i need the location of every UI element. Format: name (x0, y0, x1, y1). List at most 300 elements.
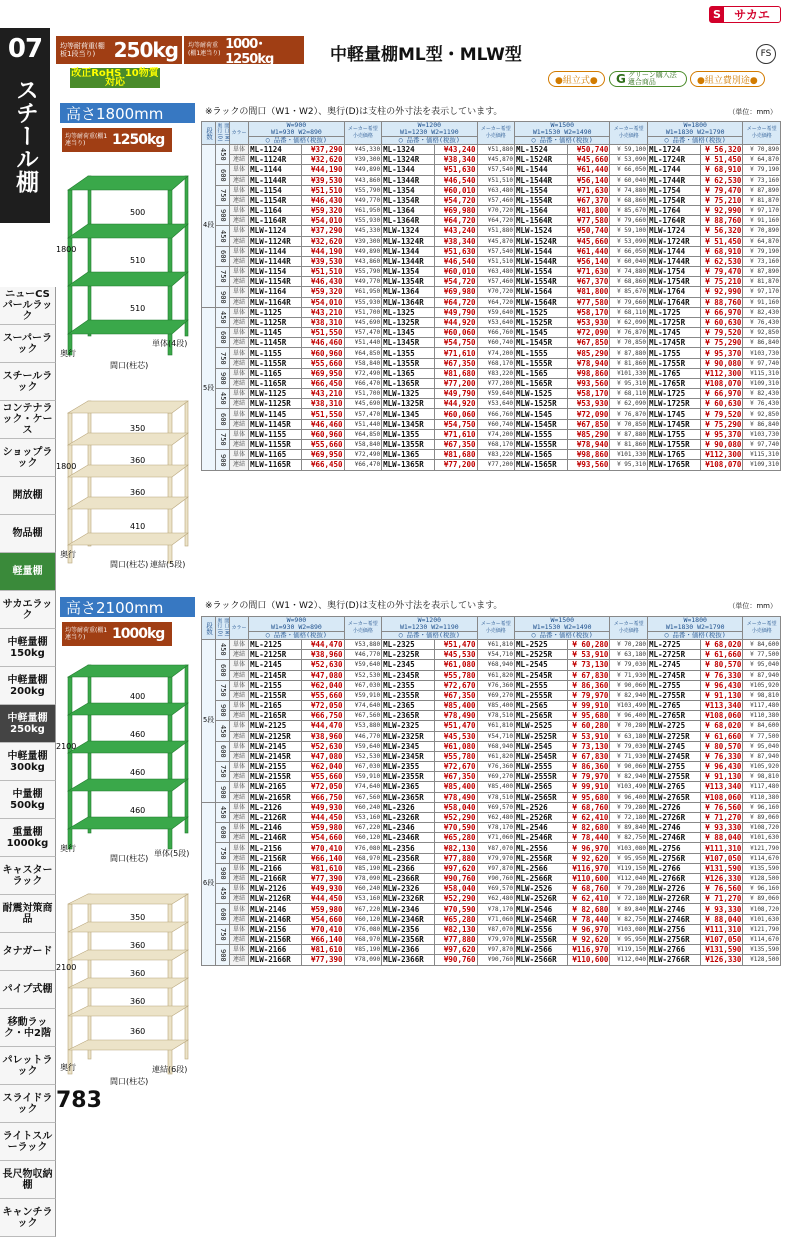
list-price: ¥64,850 (344, 348, 382, 358)
product-code: MLW-2156 (249, 924, 302, 934)
net-price: ¥116,970 (567, 945, 610, 955)
list-price: ¥74,200 (477, 429, 515, 439)
kind-cell: 単体 (229, 389, 248, 399)
sidebar-item[interactable]: 軽量棚 (0, 553, 56, 591)
list-price: ¥53,640 (477, 399, 515, 409)
depth-cell: 750 (215, 267, 229, 287)
kind-cell: 単体 (229, 185, 248, 195)
product-code: MLW-2326R (382, 894, 435, 904)
sidebar-item[interactable]: スライドラック (0, 1085, 56, 1123)
kind-cell: 連結 (229, 914, 248, 924)
price-table-1800 (201, 121, 781, 471)
kind-cell: 単体 (229, 368, 248, 378)
product-code: ML-2725R (647, 650, 700, 660)
list-price: ¥51,880 (477, 145, 515, 155)
sidebar-item[interactable]: 耐震対策商品 (0, 895, 56, 933)
section2-title: 高さ2100mm (60, 597, 195, 617)
list-price: ¥ 70,890 (743, 226, 781, 236)
product-code: MLW-1565R (515, 460, 568, 470)
net-price: ¥81,680 (434, 450, 477, 460)
chapter-tab (0, 28, 50, 223)
product-code: MLW-1364 (382, 287, 435, 297)
list-price: ¥ 89,060 (743, 812, 781, 822)
net-price: ¥70,590 (434, 904, 477, 914)
product-code: MLW-1524 (515, 226, 568, 236)
net-price: ¥54,660 (301, 833, 344, 843)
kind-cell: 連結 (229, 460, 248, 470)
product-code: MLW-1745 (647, 409, 700, 419)
product-code: ML-1725R (647, 317, 700, 327)
net-price: ¥93,560 (567, 460, 610, 470)
depth-cell: 450 (215, 640, 229, 660)
sidebar-item[interactable]: 中軽量棚 150kg (0, 629, 56, 667)
net-price: ¥49,790 (434, 307, 477, 317)
list-price: ¥ 97,170 (743, 287, 781, 297)
sidebar-item[interactable]: タナガード (0, 933, 56, 971)
net-price: ¥59,320 (301, 287, 344, 297)
table-row (202, 741, 781, 751)
sidebar-item[interactable]: キャスターラック (0, 857, 56, 895)
list-price: ¥54,710 (477, 650, 515, 660)
product-code: ML-1325R (382, 317, 435, 327)
dim-3: 510 (130, 304, 146, 313)
sidebar-item[interactable]: 中軽量棚 250kg (0, 705, 56, 743)
sidebar-item[interactable]: 重量棚 1000kg (0, 819, 56, 857)
list-price: ¥68,940 (477, 741, 515, 751)
net-price: ¥97,620 (434, 863, 477, 873)
list-price: ¥55,790 (344, 267, 382, 277)
net-price: ¥55,660 (301, 690, 344, 700)
sidebar-item[interactable]: パレットラック (0, 1047, 56, 1085)
product-code: MLW-1355R (382, 439, 435, 449)
net-price: ¥ 75,210 (700, 195, 743, 205)
table-row (202, 955, 781, 965)
product-code: ML-2525 (515, 640, 568, 650)
product-code: MLW-2366R (382, 955, 435, 965)
price-table-2100 (201, 616, 781, 966)
w1w2-label: W1=1530 W2=1490 (532, 623, 592, 631)
list-price: ¥110,380 (743, 711, 781, 721)
product-code: ML-2755R (647, 690, 700, 700)
net-price: ¥52,630 (301, 741, 344, 751)
green-purchase-pill (609, 71, 687, 87)
list-price: ¥54,710 (477, 731, 515, 741)
product-code: MLW-2126R (249, 894, 302, 904)
list-price: ¥55,930 (344, 216, 382, 226)
list-price: ¥135,590 (743, 945, 781, 955)
product-code: ML-1154R (249, 195, 302, 205)
product-code: ML-2146 (249, 823, 302, 833)
table-row (202, 419, 781, 429)
depth-label: 奥行(D) (216, 123, 223, 143)
net-price: ¥59,320 (301, 206, 344, 216)
net-price: ¥60,060 (434, 409, 477, 419)
list-price: ¥119,150 (610, 863, 648, 873)
net-price: ¥71,630 (567, 185, 610, 195)
width-label: W=1500 (550, 616, 574, 624)
kind-cell: 連結 (229, 155, 248, 165)
net-price: ¥81,610 (301, 863, 344, 873)
sidebar-item[interactable]: 開放棚 (0, 477, 56, 515)
net-price: ¥ 90,080 (700, 358, 743, 368)
sidebar-item[interactable]: コンテナラック・ケース (0, 401, 56, 439)
depth-cell: 450 (215, 226, 229, 246)
product-code: MLW-2725 (647, 721, 700, 731)
net-price: ¥ 61,660 (700, 731, 743, 741)
list-price: ¥ 91,160 (743, 297, 781, 307)
net-price: ¥ 96,970 (567, 843, 610, 853)
sidebar-item[interactable]: 物品棚 (0, 515, 56, 553)
list-price: ¥ 64,870 (743, 236, 781, 246)
net-price: ¥ 91,130 (700, 772, 743, 782)
product-code: MLW-2146 (249, 904, 302, 914)
net-price: ¥116,970 (567, 863, 610, 873)
product-code: MLW-2325R (382, 731, 435, 741)
net-price: ¥49,930 (301, 884, 344, 894)
list-price: ¥ 76,430 (743, 399, 781, 409)
net-price: ¥45,660 (567, 236, 610, 246)
net-price: ¥53,930 (567, 317, 610, 327)
list-price: ¥57,540 (477, 246, 515, 256)
net-price: ¥55,660 (301, 772, 344, 782)
list-price: ¥53,880 (344, 721, 382, 731)
table-row (202, 640, 781, 650)
net-price: ¥ 53,910 (567, 731, 610, 741)
net-price: ¥72,670 (434, 680, 477, 690)
list-price: ¥60,740 (477, 338, 515, 348)
product-code: ML-1164 (249, 206, 302, 216)
net-price: ¥ 68,910 (700, 165, 743, 175)
table-row (202, 338, 781, 348)
product-code: MLW-2165R (249, 792, 302, 802)
shelf-load-label: 均等耐荷重(棚板1段当り) (60, 42, 105, 58)
product-code: ML-2366R (382, 873, 435, 883)
list-price: ¥ 70,850 (610, 338, 648, 348)
depth-cell: 750 (215, 429, 229, 449)
table-row (202, 236, 781, 246)
product-code: ML-1344R (382, 175, 435, 185)
product-code: MLW-1755 (647, 429, 700, 439)
product-code: MLW-1555 (515, 429, 568, 439)
net-price: ¥ 76,330 (700, 670, 743, 680)
list-price: ¥85,400 (477, 782, 515, 792)
width-group-header (515, 122, 610, 137)
product-code: MLW-1725R (647, 399, 700, 409)
net-price: ¥55,660 (301, 439, 344, 449)
product-code: ML-1145 (249, 328, 302, 338)
table-row (202, 358, 781, 368)
net-price: ¥ 68,760 (567, 802, 610, 812)
list-price: ¥ 79,280 (610, 884, 648, 894)
list-price: ¥ 84,600 (743, 640, 781, 650)
section1-note: ※ラックの間口（W1・W2）、奥行(D)は支柱の外寸法を表示しています。 (205, 107, 503, 117)
net-price: ¥98,860 (567, 450, 610, 460)
net-price: ¥45,530 (434, 650, 477, 660)
logo-mark-icon: S (710, 7, 724, 22)
net-price: ¥131,590 (700, 863, 743, 873)
product-code: MLW-2565R (515, 792, 568, 802)
product-code: ML-2125 (249, 640, 302, 650)
maker-price-header: メーカー希望小売価格 (610, 122, 648, 145)
product-code: MLW-2726R (647, 894, 700, 904)
list-price: ¥ 62,090 (610, 399, 648, 409)
product-code: MLW-2125R (249, 731, 302, 741)
table-row (202, 307, 781, 317)
net-price: ¥54,010 (301, 297, 344, 307)
list-price: ¥ 71,930 (610, 751, 648, 761)
product-code: MLW-2745 (647, 741, 700, 751)
net-price: ¥44,920 (434, 317, 477, 327)
kind-cell: 連結 (229, 711, 248, 721)
list-price: ¥62,480 (477, 894, 515, 904)
kind-cell: 連結 (229, 772, 248, 782)
net-price: ¥ 82,680 (567, 823, 610, 833)
list-price: ¥ 74,880 (610, 267, 648, 277)
product-code: MLW-2565 (515, 782, 568, 792)
net-price: ¥ 92,990 (700, 206, 743, 216)
table-row (202, 945, 781, 955)
product-code: MLW-2166 (249, 945, 302, 955)
list-price: ¥59,640 (344, 741, 382, 751)
list-price: ¥103,490 (610, 701, 648, 711)
sidebar-item[interactable]: 移動ラック・中2階 (0, 1009, 56, 1047)
net-price: ¥32,620 (301, 155, 344, 165)
net-price: ¥ 92,990 (700, 287, 743, 297)
tier-cell: 4段 (202, 145, 216, 308)
product-code: ML-1755R (647, 358, 700, 368)
sidebar-item[interactable]: ショップラック (0, 439, 56, 477)
depth-cell: 600 (215, 823, 229, 843)
net-price: ¥ 71,270 (700, 894, 743, 904)
product-code: MLW-1344 (382, 246, 435, 256)
kind-cell: 単体 (229, 701, 248, 711)
table-row (202, 792, 781, 802)
net-price: ¥32,620 (301, 236, 344, 246)
product-code: ML-2755 (647, 680, 700, 690)
product-code: MLW-1124R (249, 236, 302, 246)
tiers-header: 段数 (202, 122, 216, 145)
net-price: ¥66,450 (301, 378, 344, 388)
product-code: MLW-1744 (647, 246, 700, 256)
product-code: ML-1765 (647, 368, 700, 378)
kind-cell: 単体 (229, 206, 248, 216)
product-code: MLW-2556R (515, 934, 568, 944)
product-code: ML-2746R (647, 833, 700, 843)
product-code: ML-2355R (382, 690, 435, 700)
list-price: ¥ 87,940 (743, 751, 781, 761)
list-price: ¥ 79,660 (610, 216, 648, 226)
list-price: ¥49,770 (344, 195, 382, 205)
list-price: ¥52,530 (344, 751, 382, 761)
product-code: ML-2555R (515, 690, 568, 700)
list-price: ¥51,440 (344, 419, 382, 429)
net-price: ¥72,050 (301, 782, 344, 792)
chapter-number: 07 (7, 34, 43, 64)
table-row (202, 328, 781, 338)
net-price: ¥ 90,080 (700, 439, 743, 449)
sidebar-item[interactable]: 中軽量棚 200kg (0, 667, 56, 705)
sidebar-item[interactable]: 長尺物収納棚 (0, 1161, 56, 1199)
list-price: ¥ 70,890 (743, 145, 781, 155)
list-price: ¥ 89,840 (610, 904, 648, 914)
product-code: MLW-2726 (647, 884, 700, 894)
depth-dim: 奥行 (60, 1063, 76, 1072)
product-code: ML-1525R (515, 317, 568, 327)
table-row (202, 812, 781, 822)
codeprice-header: ◯ 品番・価格(税抜) (515, 632, 610, 640)
w1w2-label: W1=930 W2=890 (270, 128, 322, 136)
product-code: MLW-1124 (249, 226, 302, 236)
product-code: MLW-2546 (515, 904, 568, 914)
depth-cell: 450 (215, 307, 229, 327)
product-code: ML-1755 (647, 348, 700, 358)
product-code: ML-2556 (515, 843, 568, 853)
product-code: MLW-2155R (249, 772, 302, 782)
kind-cell: 連結 (229, 358, 248, 368)
product-code: ML-1524 (515, 145, 568, 155)
dim-4: 410 (130, 522, 146, 531)
rack-load-label: 均等耐荷重(棚1連当り) (188, 42, 221, 57)
net-price: ¥60,010 (434, 185, 477, 195)
tier-cell: 5段 (202, 307, 216, 470)
sidebar-item[interactable]: ニューCS パールラック (0, 287, 56, 325)
list-price: ¥66,470 (344, 378, 382, 388)
kind-cell: 連結 (229, 873, 248, 883)
net-price: ¥56,140 (567, 175, 610, 185)
net-price: ¥58,040 (434, 802, 477, 812)
sidebar-item[interactable]: スーパーラック (0, 325, 56, 363)
net-price: ¥66,450 (301, 460, 344, 470)
net-price: ¥ 75,290 (700, 338, 743, 348)
net-price: ¥52,290 (434, 894, 477, 904)
list-price: ¥72,490 (344, 368, 382, 378)
product-code: ML-1565R (515, 378, 568, 388)
table-row (202, 782, 781, 792)
sidebar-item[interactable]: 中軽量棚 300kg (0, 743, 56, 781)
sidebar-item[interactable]: キャンチラック (0, 1199, 56, 1237)
product-code: MLW-1544R (515, 256, 568, 266)
rack-illustration-1800-linked (56, 395, 200, 575)
net-price: ¥108,060 (700, 711, 743, 721)
kind-cell: 単体 (229, 802, 248, 812)
kind-cell: 単体 (229, 721, 248, 731)
net-price: ¥ 76,330 (700, 751, 743, 761)
net-price: ¥ 95,370 (700, 348, 743, 358)
product-code: ML-1144 (249, 165, 302, 175)
net-price: ¥67,370 (567, 195, 610, 205)
rack-frame (68, 401, 188, 563)
table-row (202, 389, 781, 399)
chapter-name: スチール棚 (12, 78, 38, 193)
net-price: ¥58,170 (567, 307, 610, 317)
product-code: ML-2726 (647, 802, 700, 812)
net-price: ¥56,140 (567, 256, 610, 266)
list-price: ¥53,880 (344, 640, 382, 650)
product-code: ML-2766 (647, 863, 700, 873)
sidebar-item[interactable]: スチールラック (0, 363, 56, 401)
net-price: ¥85,400 (434, 782, 477, 792)
product-code: ML-2545R (515, 670, 568, 680)
list-price: ¥68,170 (477, 439, 515, 449)
product-code: MLW-1525 (515, 389, 568, 399)
kind-cell: 単体 (229, 741, 248, 751)
list-price: ¥74,640 (344, 782, 382, 792)
product-code: ML-1555R (515, 358, 568, 368)
depth-cell: 450 (215, 721, 229, 741)
sidebar-item[interactable]: パイプ式棚 (0, 971, 56, 1009)
net-price: ¥55,780 (434, 670, 477, 680)
product-code: ML-1525 (515, 307, 568, 317)
sidebar-item[interactable]: サカエラック (0, 591, 56, 629)
net-price: ¥ 56,320 (700, 145, 743, 155)
net-price: ¥ 91,130 (700, 690, 743, 700)
product-code: MLW-2765 (647, 782, 700, 792)
product-code: ML-2166 (249, 863, 302, 873)
product-code: ML-2345R (382, 670, 435, 680)
product-code: ML-2556R (515, 853, 568, 863)
kind-cell: 単体 (229, 660, 248, 670)
net-price: ¥110,600 (567, 873, 610, 883)
net-price: ¥108,070 (700, 460, 743, 470)
net-price: ¥61,440 (567, 246, 610, 256)
net-price: ¥ 53,910 (567, 650, 610, 660)
product-code: ML-1724 (647, 145, 700, 155)
list-price: ¥ 92,850 (743, 409, 781, 419)
net-price: ¥ 88,760 (700, 216, 743, 226)
product-code: ML-1524R (515, 155, 568, 165)
list-price: ¥ 68,110 (610, 307, 648, 317)
caption-single-5: 単体(5段) (154, 849, 190, 858)
table-row (202, 165, 781, 175)
list-price: ¥45,330 (344, 145, 382, 155)
sidebar-item[interactable]: ライトスルーラック (0, 1123, 56, 1161)
product-code: ML-1324 (382, 145, 435, 155)
category-sidebar (0, 287, 56, 1237)
product-code: ML-1345R (382, 338, 435, 348)
product-code: MLW-1555R (515, 439, 568, 449)
net-price: ¥67,350 (434, 439, 477, 449)
kind-cell: 連結 (229, 175, 248, 185)
sidebar-item[interactable]: 中量棚 500kg (0, 781, 56, 819)
section2-unit: （単位：mm） (728, 602, 777, 610)
section1-load-label: 均等耐荷重(棚1連当り) (65, 133, 108, 147)
list-price: ¥ 82,750 (610, 833, 648, 843)
maker-price-header: メーカー希望小売価格 (344, 122, 382, 145)
product-code: ML-2565R (515, 711, 568, 721)
net-price: ¥ 61,660 (700, 650, 743, 660)
product-code: ML-2525R (515, 650, 568, 660)
width-label: W=1200 (417, 616, 442, 624)
product-code: ML-1125R (249, 317, 302, 327)
list-price: ¥114,670 (743, 853, 781, 863)
net-price: ¥61,440 (567, 165, 610, 175)
product-code: MLW-1324 (382, 226, 435, 236)
net-price: ¥44,450 (301, 894, 344, 904)
net-price: ¥39,530 (301, 175, 344, 185)
product-code: ML-1344 (382, 165, 435, 175)
list-price: ¥105,920 (743, 762, 781, 772)
list-price: ¥101,630 (743, 833, 781, 843)
net-price: ¥72,090 (567, 328, 610, 338)
w1w2-label: W1=1830 W2=1790 (665, 623, 725, 631)
product-code: ML-1564 (515, 206, 568, 216)
net-price: ¥67,350 (434, 358, 477, 368)
product-code: ML-2565 (515, 701, 568, 711)
list-price: ¥55,930 (344, 297, 382, 307)
maker-price-header: メーカー希望小売価格 (743, 617, 781, 640)
list-price: ¥ 60,040 (610, 175, 648, 185)
kind-cell: 単体 (229, 782, 248, 792)
